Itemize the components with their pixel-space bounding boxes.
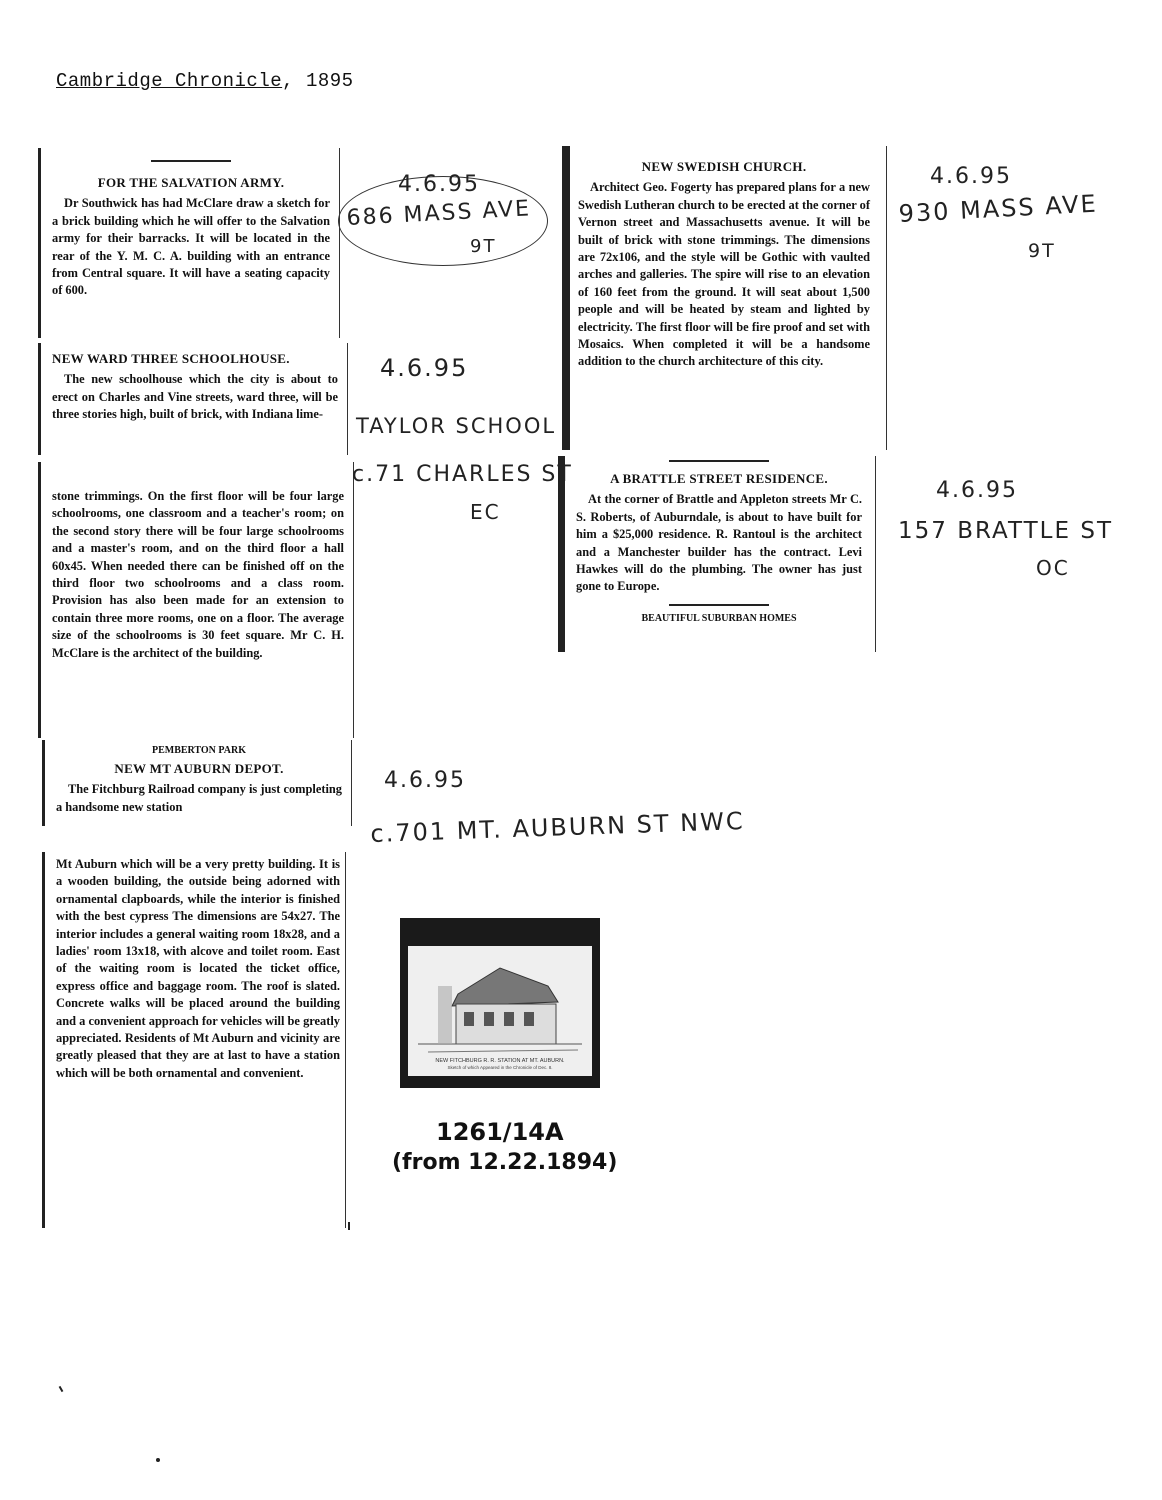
article-body: stone trimmings. On the first floor will be four large schoolrooms, one classroom and a teacher's room; on the second story there will be four large schoolrooms and a master's room, and on the third floor a hall 60x45. When needed there can be finished off on the third floor two schoolrooms and a class room. Provision has also been made for an extension to contain three more rooms, one on a floor. The average size of the schoolrooms is 30 feet square. Mr C. H. McClare is the architect of the building. — [52, 489, 344, 660]
article-ward-three-part1 — [52, 350, 338, 424]
newspaper-title: Cambridge Chronicle — [56, 70, 283, 92]
cut-off-footer: BEAUTIFUL SUBURBAN HOMES — [641, 612, 797, 624]
photo-source: (from 12.22.1894) — [392, 1150, 618, 1175]
article-body: The new schoolhouse which the city is about to erect on Charles and Vine streets, ward three, will be three stories high, built of brick, with Indiana lime- — [52, 372, 338, 422]
station-sketch-icon — [408, 946, 592, 1076]
article-body: At the corner of Brattle and Appleton streets Mr C. S. Roberts, of Auburndale, is about to have built for him a $25,000 residence. R. Rantoul is the architect and a Manchester builder has the contract. Levi Hawkes will do the plumbing. The owner has just gone to Europe. — [576, 492, 862, 594]
note-date: 4.6.95 — [930, 164, 1012, 189]
note-code: 9T — [1028, 240, 1056, 262]
article-body: Mt Auburn which will be a very pretty building. It is a wooden building, the outside being adorned with ornamental clapboards, while the interior is finished with the best cypress The dimensions are 54x27. The interior includes a general waiting room 18x28, and a ladies' room 13x18, with alcove and toilet room. East of the waiting room is located the ticket office, express office and baggage room. The roof is slated. Concrete walks will be placed around the building and a convenient approach for vehicles will be greatly appreciated. Residents of Mt Auburn and vicinity are greatly pleased that they are at last to have a station which will be both ornamental and convenient. — [56, 857, 340, 1080]
cut-off-heading: PEMBERTON PARK — [151, 745, 246, 756]
note-code: 9T — [470, 236, 497, 257]
article-body: The Fitchburg Railroad company is just completing a handsome new station — [56, 782, 342, 814]
note-date: 4.6.95 — [398, 172, 480, 197]
note-address: 686 MASS AVE — [346, 196, 532, 231]
note-date: 4.6.95 — [380, 354, 469, 382]
station-photo-slide — [400, 918, 600, 1088]
note-address: 930 MASS AVE — [898, 189, 1099, 228]
photo-caption: NEW FITCHBURG R. R. STATION AT MT. AUBURN. — [435, 1058, 565, 1064]
note-code: OC — [1036, 556, 1070, 580]
note-date: 4.6.95 — [384, 768, 466, 793]
note-code: EC — [470, 500, 501, 524]
article-heading: FOR THE SALVATION ARMY. — [97, 175, 285, 190]
article-mt-auburn-part1 — [56, 742, 342, 816]
article-heading: NEW MT AUBURN DEPOT. — [114, 761, 284, 776]
article-heading: NEW SWEDISH CHURCH. — [641, 159, 807, 174]
separator-rule — [669, 460, 769, 462]
article-brattle — [576, 460, 862, 624]
scan-mark — [59, 1386, 64, 1392]
scan-mark — [348, 1222, 350, 1230]
scan-mark — [156, 1458, 160, 1462]
article-swedish — [578, 158, 870, 371]
photo-id: 1261/14A — [436, 1118, 564, 1146]
separator-rule — [669, 604, 769, 606]
separator-rule — [151, 160, 231, 162]
note-name: TAYLOR SCHOOL — [356, 414, 557, 438]
article-heading: A BRATTLE STREET RESIDENCE. — [610, 471, 828, 486]
note-address: c.701 MT. AUBURN ST NWC — [370, 806, 746, 848]
photo-subcaption: Sketch of which Appeared in the Chronicle of Dec. 8. — [447, 1065, 553, 1070]
article-heading: NEW WARD THREE SCHOOLHOUSE. — [52, 351, 290, 366]
article-body: Dr Southwick has had McClare draw a sketch for a brick building which he will offer to the Salvation army for their barracks. It will be located in the rear of the Y. M. C. A. building with an entrance from Central square. It will have a seating capacity of 600. — [52, 196, 330, 298]
note-address: 157 BRATTLE ST — [898, 518, 1113, 544]
article-body: Architect Geo. Fogerty has prepared plans for a new Swedish Lutheran church to be erected at the corner of Vernon street and Massachusetts avenue. It will be built of brick with stone trimmings. The dimensions are 72x106, and the style will be Gothic with vaulted arches and galleries. The spire will rise to an elevation of 160 feet from the ground. It will seat about 1,500 people and will be heated by steam and lighted by electricity. The first floor will be fire proof and set with Mosaics. When completed it will be a handsome addition to the church architecture of this city. — [578, 180, 870, 369]
note-date: 4.6.95 — [936, 478, 1018, 503]
document-header — [56, 70, 354, 92]
article-salvation — [52, 160, 330, 300]
article-ward-three-part2 — [52, 488, 344, 662]
station-illustration — [408, 946, 592, 1076]
newspaper-year: , 1895 — [282, 70, 354, 92]
article-mt-auburn-part2 — [56, 856, 340, 1082]
note-address: c.71 CHARLES ST — [352, 462, 573, 487]
